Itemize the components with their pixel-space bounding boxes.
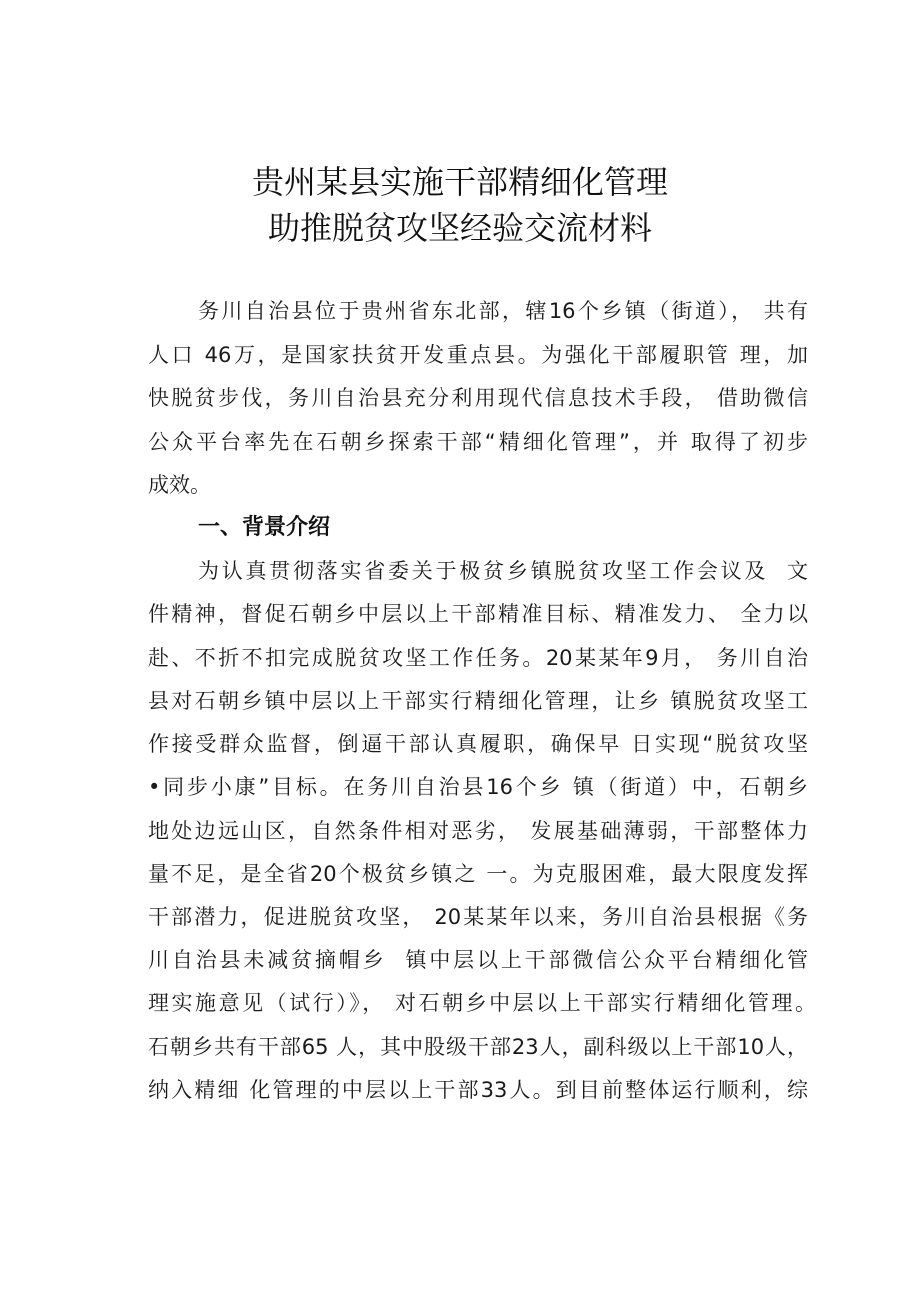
section-line: 纳入精细 化管理的中层以上干部33人。到目前整体运行顺利，综 — [148, 1078, 808, 1102]
section-line: 理实施意见（试行）》， 对石朝乡中层以上干部实行精细化管理。 — [148, 991, 816, 1015]
section-line: 石朝乡共有干部65 人，其中股级干部23人，副科级以上干部10人， — [148, 1035, 808, 1059]
intro-line: 成效。 — [148, 473, 211, 497]
section-line: 件精神，督促石朝乡中层以上干部精准目标、精准发力、 全力以 — [148, 602, 808, 626]
intro-line: 快脱贫步伐，务川自治县充分利用现代信息技术手段， 借助微信 — [148, 386, 808, 410]
section-line: 量不足，是全省20个极贫乡镇之 一。为克服困难，最大限度发挥 — [148, 862, 808, 886]
section-line: 为认真贯彻落实省委关于极贫乡镇脱贫攻坚工作会议及 文 — [198, 559, 808, 583]
section-line: 干部潜力，促进脱贫攻坚， 20某某年以来，务川自治县根据《务 — [148, 905, 808, 929]
intro-line: 公众平台率先在石朝乡探索干部“精细化管理”，并 取得了初步 — [148, 430, 808, 454]
section-line: •同步小康”目标。在务川自治县16个乡 镇（街道）中，石朝乡 — [148, 775, 808, 799]
document-title-line2: 助推脱贫攻坚经验交流材料 — [267, 209, 652, 247]
section-line: 县对石朝乡镇中层以上干部实行精细化管理，让乡 镇脱贫攻坚工 — [148, 689, 808, 713]
section-line: 作接受群众监督，倒逼干部认真履职，确保早 日实现“脱贫攻坚 — [148, 732, 808, 756]
document-title-line1: 贵州某县实施干部精细化管理 — [251, 163, 668, 201]
intro-line: 人口 46万，是国家扶贫开发重点县。为强化干部履职管 理，加 — [148, 343, 808, 367]
section-line: 地处边远山区，自然条件相对恶劣， 发展基础薄弱，干部整体力 — [148, 819, 808, 843]
section-heading: 一、背景介绍 — [198, 515, 331, 540]
section-line: 赴、不折不扣完成脱贫攻坚工作任务。20某某年9月， 务川自治 — [148, 646, 808, 670]
section-line: 川自治县未减贫摘帽乡 镇中层以上干部微信公众平台精细化管 — [148, 948, 808, 972]
intro-line: 务川自治县位于贵州省东北部，辖16个乡镇（街道）， 共有 — [198, 299, 808, 323]
